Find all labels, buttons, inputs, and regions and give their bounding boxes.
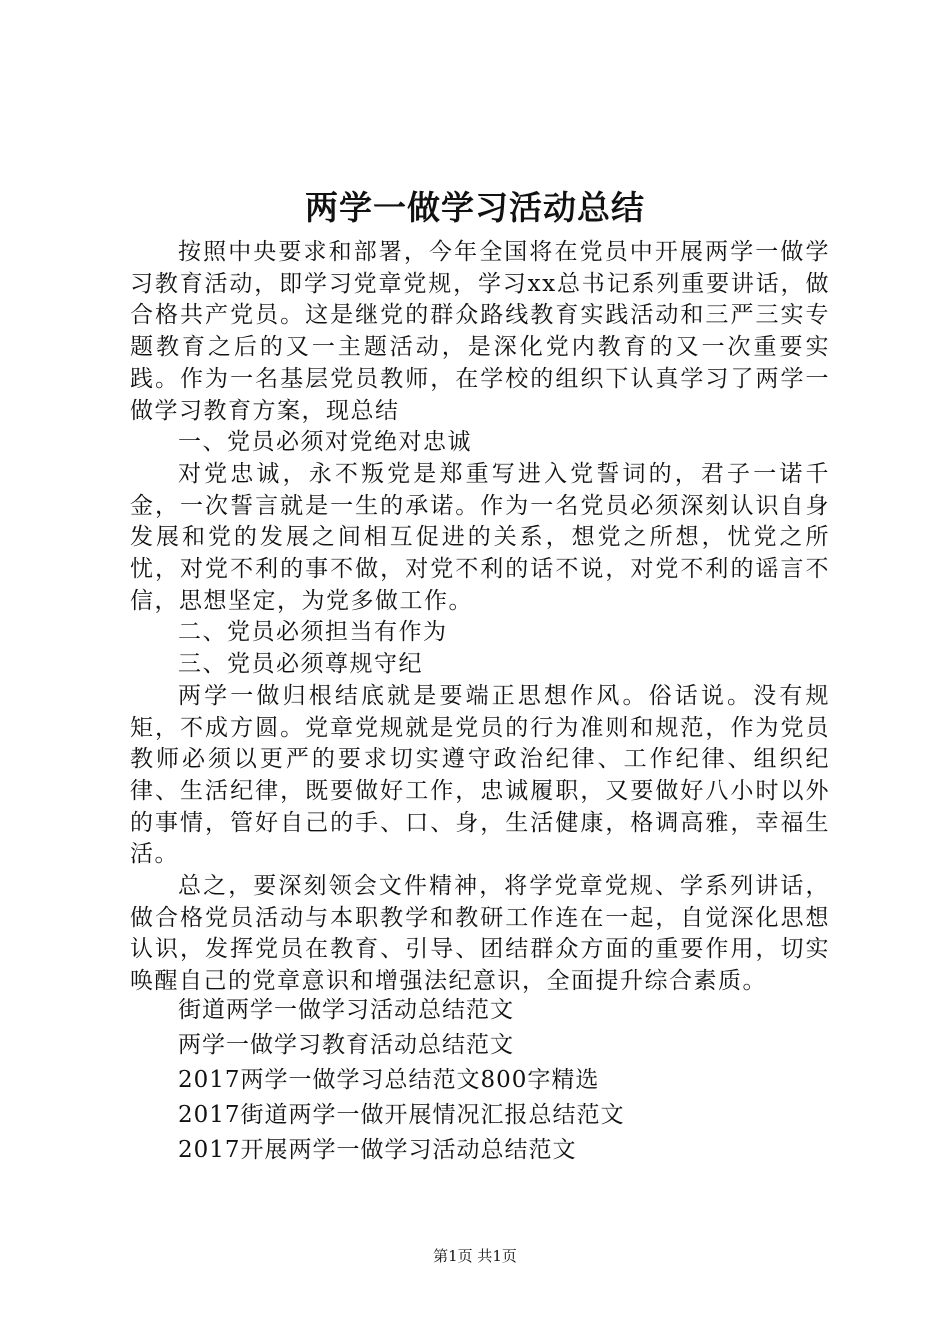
section-heading-2: 二、党员必须担当有作为 — [178, 619, 448, 646]
paragraph-discipline: 两学一做归根结底就是要端正思想作风。俗话说。没有规矩，不成方圆。党章党规就是党员的行为准则和规范，作为党员教师必须以更严的要求切实遵守政治纪律、工作纪律、组织纪律、生活纪律，既要做好工作，忠诚履职，又要做好八小时以外的事情，管好自己的手、口、身，生活健康，格调高雅，幸福生活。 — [130, 682, 830, 868]
related-article-link[interactable]: 2017街道两学一做开展情况汇报总结范文 — [178, 1102, 625, 1128]
related-articles-list — [178, 993, 625, 1168]
paragraph-loyalty: 对党忠诚，永不叛党是郑重写进入党誓词的，君子一诺千金，一次誓言就是一生的承诺。作为一名党员必须深刻认识自身发展和党的发展之间相互促进的关系，想党之所想，忧党之所忧，对党不利的事不做，对党不利的话不说，对党不利的谣言不信，思想坚定，为党多做工作。 — [130, 460, 830, 614]
paragraph-intro: 按照中央要求和部署，今年全国将在党员中开展两学一做学习教育活动，即学习党章党规，学习xx总书记系列重要讲话，做合格共产党员。这是继党的群众路线教育实践活动和三严三实专题教育之后的又一主题活动，是深化党内教育的又一次重要实践。作为一名基层党员教师，在学校的组织下认真学习了两学一做学习教育方案，现总结 — [130, 239, 830, 424]
document-body — [130, 237, 830, 998]
related-article-link[interactable]: 街道两学一做学习活动总结范文 — [178, 997, 514, 1023]
related-article-link[interactable]: 两学一做学习教育活动总结范文 — [178, 1032, 514, 1058]
page-footer: 第1页 共1页 — [433, 1247, 517, 1265]
section-heading-3: 三、党员必须尊规守纪 — [178, 651, 423, 678]
related-article-link[interactable]: 2017开展两学一做学习活动总结范文 — [178, 1137, 577, 1163]
related-article-link[interactable]: 2017两学一做学习总结范文800字精选 — [178, 1067, 600, 1093]
section-heading-1: 一、党员必须对党绝对忠诚 — [178, 429, 472, 456]
paragraph-conclusion: 总之，要深刻领会文件精神，将学党章党规、学系列讲话，做合格党员活动与本职教学和教研工作连在一起，自觉深化思想认识，发挥党员在教育、引导、团结群众方面的重要作用，切实唤醒自己的党章意识和增强法纪意识，全面提升综合素质。 — [130, 873, 830, 995]
document-title: 两学一做学习活动总结 — [305, 188, 645, 227]
